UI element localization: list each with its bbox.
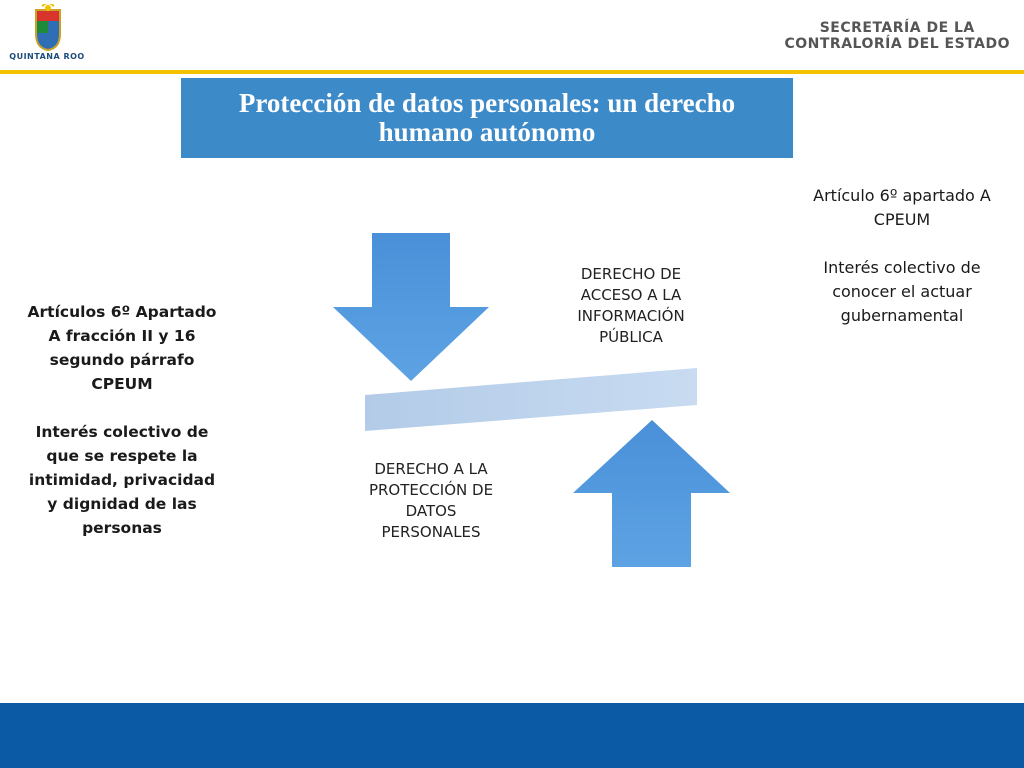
footer-bar [0, 703, 1024, 768]
left-note [22, 300, 222, 540]
down-arrow-icon [333, 233, 489, 381]
right-note [800, 184, 1004, 328]
access-right-label: DERECHO DE ACCESO A LA INFORMACIÓN PÚBLICA [577, 265, 685, 346]
up-arrow-icon [573, 420, 730, 567]
logo-caption: QUINTANA ROO [9, 52, 85, 61]
balance-beam [365, 368, 697, 431]
org-line-1: SECRETARÍA DE LA [819, 20, 975, 36]
right-note-interest: Interés colectivo de conocer el actuar gubernamental [823, 258, 981, 325]
left-note-legal-basis: Artículos 6º Apartado A fracción II y 16 segundo párrafo CPEUM [27, 303, 217, 393]
data-protection-right-label: DERECHO A LA PROTECCIÓN DE DATOS PERSONALES [368, 460, 494, 541]
right-note-legal-basis: Artículo 6º apartado A CPEUM [813, 186, 991, 229]
org-line-2: CONTRALORÍA DEL ESTADO [784, 36, 1010, 52]
left-note-interest: Interés colectivo de que se respete la intimidad, privacidad y dignidad de las personas [28, 423, 216, 537]
slide-title: Protección de datos personales: un derecho humano autónomo [238, 88, 736, 147]
